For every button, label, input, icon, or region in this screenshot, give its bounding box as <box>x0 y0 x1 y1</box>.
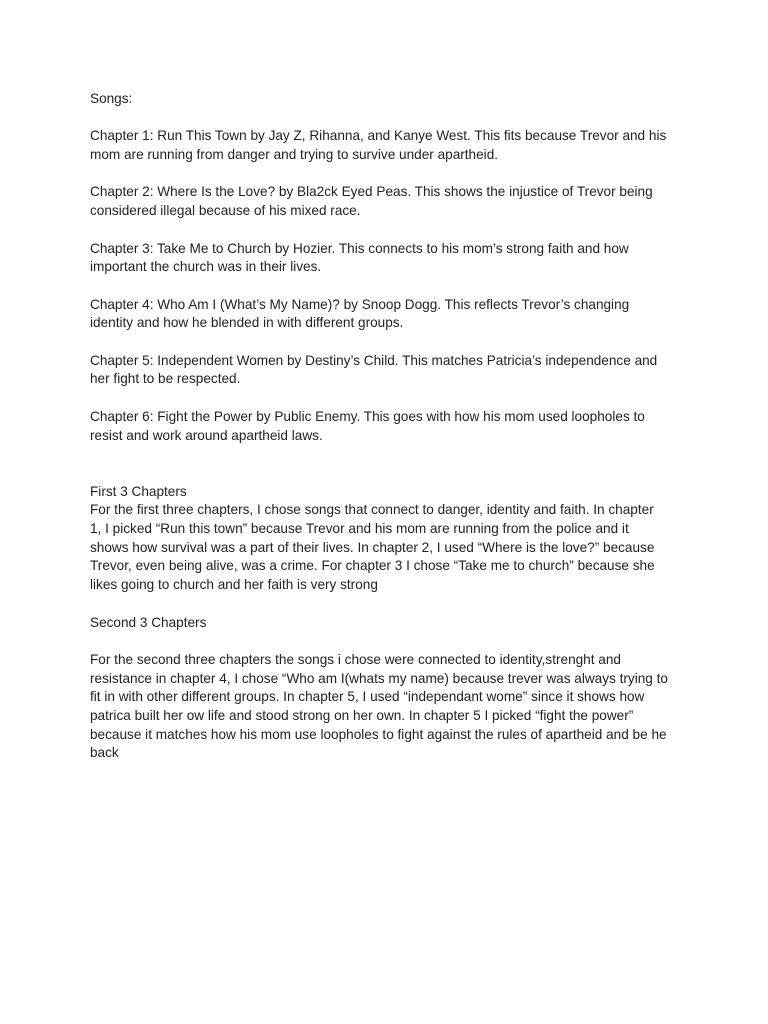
song-chapter-6: Chapter 6: Fight the Power by Public Enemy. This goes with how his mom used loopholes to resist and work around apartheid laws. <box>90 408 645 443</box>
first-section-heading: First 3 Chapters <box>90 483 187 499</box>
second-section-heading: Second 3 Chapters <box>90 614 207 630</box>
song-chapter-2: Chapter 2: Where Is the Love? by Bla2ck Eyed Peas. This shows the injustice of Trevor being considered illegal because of his mixed race. <box>90 184 653 219</box>
song-chapter-1: Chapter 1: Run This Town by Jay Z, Rihanna, and Kanye West. This fits because Trevor and his mom are running from danger and trying to survive under apartheid. <box>90 128 667 163</box>
song-chapter-4: Chapter 4: Who Am I (What’s My Name)? by Snoop Dogg. This reflects Trevor’s changing identity and how he blended in with different groups. <box>90 296 630 331</box>
song-chapter-5: Chapter 5: Independent Women by Destiny’s Child. This matches Patricia’s independence and her fight to be respected. <box>90 352 658 387</box>
document-page <box>90 90 690 763</box>
songs-heading: Songs: <box>90 91 133 106</box>
first-section-body: For the first three chapters, I chose songs that connect to danger, identity and faith. In chapter 1, I picked “Run this town” because Trevor and his mom are running from the police and it shows how survival was a part of their lives. In chapter 2, I used “Where is the love?” because Trevor, even being alive, was a crime. For chapter 3 I chose “Take me to church” because she likes going to church and her faith is very strong <box>90 502 655 593</box>
second-section-body: For the second three chapters the songs i chose were connected to identity,strenght and resistance in chapter 4, I chose “Who am I(whats my name) because trever was always trying to fit in with other different groups. In chapter 5, I used “independant wome” since it shows how patrica built her ow life and stood strong on her own. In chapter 5 I picked “fight the power” because it matches how his mom use loopholes to fight against the rules of apartheid and be he back <box>90 651 668 761</box>
song-chapter-3: Chapter 3: Take Me to Church by Hozier. This connects to his mom’s strong faith and how important the church was in their lives. <box>90 240 629 275</box>
